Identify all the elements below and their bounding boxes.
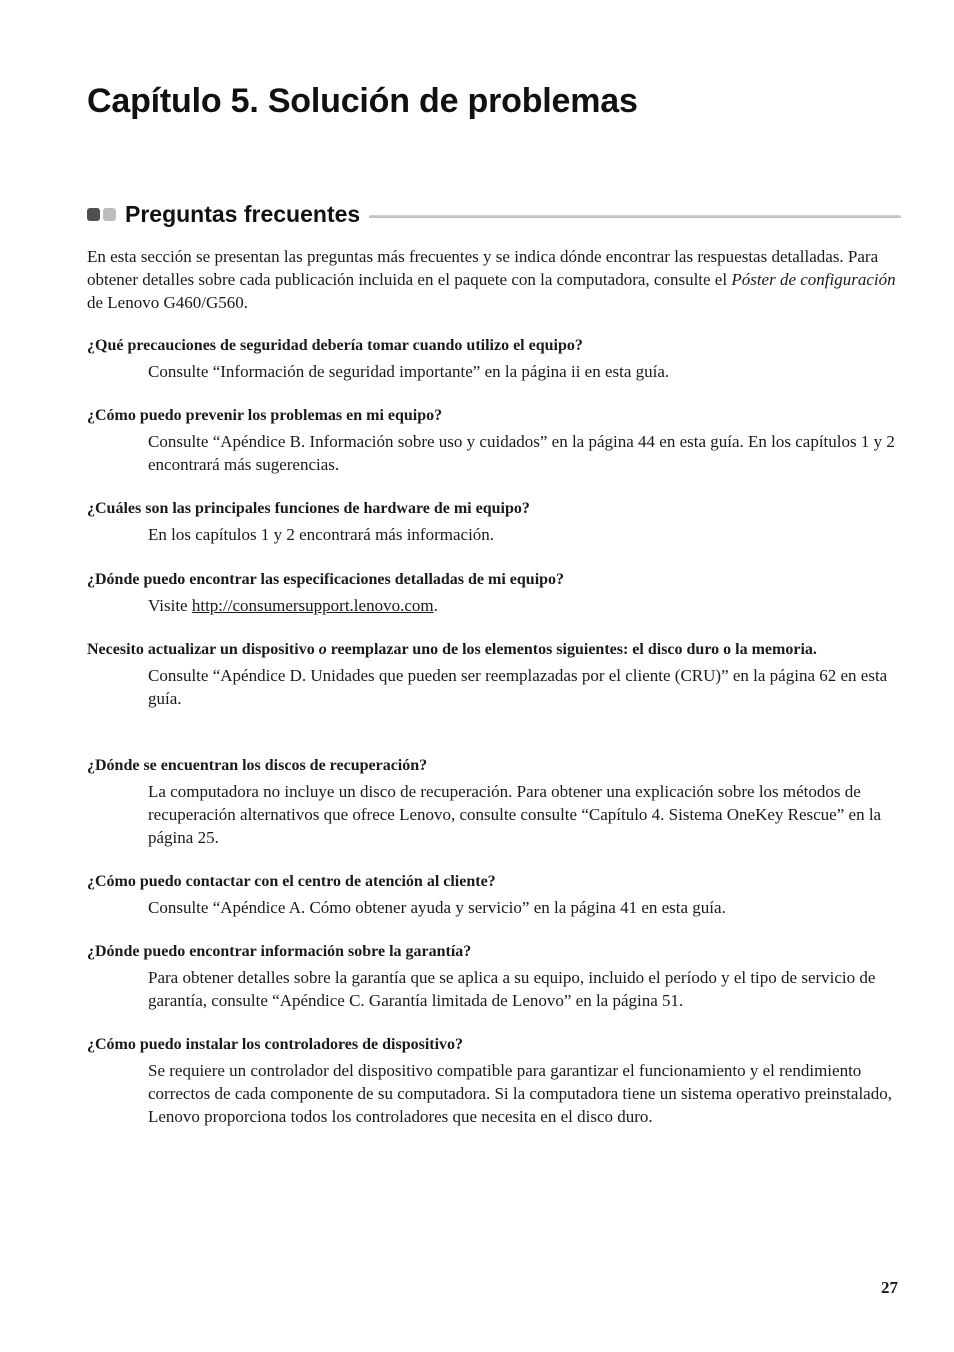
faq-item	[87, 497, 902, 546]
faq-answer: Para obtener detalles sobre la garantía que se aplica a su equipo, incluido el período y el tipo de servicio de garantía, consulte “Apéndice C. Garantía limitada de Lenovo” en la página 51.	[148, 968, 876, 1010]
faq-question: ¿Dónde se encuentran los discos de recuperación?	[87, 757, 428, 774]
faq-answer: Consulte “Información de seguridad importante” en la página ii en esta guía.	[148, 362, 670, 381]
faq-item	[87, 754, 902, 849]
faq-item	[87, 870, 902, 919]
faq-question: ¿Cómo puedo instalar los controladores de dispositivo?	[87, 1036, 464, 1053]
faq-item	[87, 940, 902, 1012]
section-header	[87, 198, 901, 230]
faq-item	[87, 1033, 902, 1128]
faq-answer: Visite http://consumersupport.lenovo.com.	[148, 596, 438, 615]
chapter-title: Capítulo 5. Solución de problemas	[87, 82, 638, 120]
faq-answer: Consulte “Apéndice A. Cómo obtener ayuda y servicio” en la página 41 en esta guía.	[148, 898, 726, 917]
section-divider	[369, 215, 901, 218]
faq-question: ¿Qué precauciones de seguridad debería tomar cuando utilizo el equipo?	[87, 337, 583, 354]
faq-answer: En los capítulos 1 y 2 encontrará más información.	[148, 525, 495, 544]
faq-question: ¿Cuáles son las principales funciones de hardware de mi equipo?	[87, 500, 530, 517]
faq-question: ¿Cómo puedo prevenir los problemas en mi equipo?	[87, 407, 443, 424]
faq-item	[87, 334, 902, 383]
faq-question: ¿Dónde puedo encontrar las especificaciones detalladas de mi equipo?	[87, 571, 565, 588]
faq-question: ¿Dónde puedo encontrar información sobre la garantía?	[87, 943, 472, 960]
faq-question: ¿Cómo puedo contactar con el centro de atención al cliente?	[87, 873, 496, 890]
section-bullet-icon	[87, 208, 116, 221]
faq-answer: Se requiere un controlador del dispositivo compatible para garantizar el funcionamiento y el rendimiento correctos de cada componente de su computadora. Si la computadora tiene un sistema operativo preinstalado, Lenovo proporciona todos los controladores que necesita en el disco duro.	[148, 1061, 892, 1126]
faq-item	[87, 404, 902, 476]
intro-italic: Póster de configuración	[731, 270, 896, 289]
faq-answer: Consulte “Apéndice B. Información sobre uso y cuidados” en la página 44 en esta guía. En los capítulos 1 y 2 encontrará más sugerencias.	[148, 432, 895, 474]
faq-answer: Consulte “Apéndice D. Unidades que pueden ser reemplazadas por el cliente (CRU)” en la página 62 en esta guía.	[148, 666, 888, 708]
page-number: 27	[881, 1278, 898, 1297]
support-link[interactable]: http://consumersupport.lenovo.com	[191, 596, 434, 615]
faq-answer: La computadora no incluye un disco de recuperación. Para obtener una explicación sobre los métodos de recuperación alternativos que ofrece Lenovo, consulte consulte “Capítulo 4. Sistema OneKey Rescue” en la página 25.	[148, 782, 882, 847]
faq-item	[87, 638, 902, 710]
faq-question: Necesito actualizar un dispositivo o reemplazar uno de los elementos siguientes: el disco duro o la memoria.	[87, 641, 817, 658]
intro-paragraph: En esta sección se presentan las preguntas más frecuentes y se indica dónde encontrar las respuestas detalladas. Para obtener detalles sobre cada publicación incluida en el paquete con la computadora, consulte el Póster de configuración de Lenovo G460/G560.	[87, 247, 896, 312]
section-title: Preguntas frecuentes	[125, 200, 361, 227]
faq-item	[87, 568, 902, 617]
